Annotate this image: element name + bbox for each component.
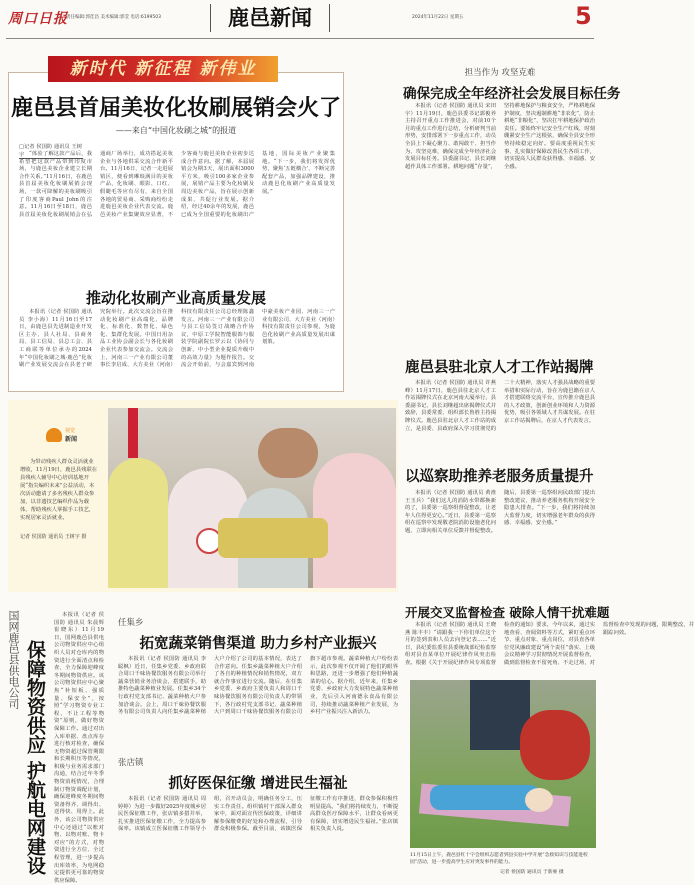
right-kicker: 担当作为 攻坚克难 [464, 68, 536, 78]
page-number: 5 [575, 2, 592, 30]
theme-banner: 新时代 新征程 新伟业 [48, 56, 278, 82]
second-body: 本报讯（记者 侯国防 通讯员 李小海）11月16日至17日，由鹿邑县先进制造业开发区主办、县人社局、县商务局、县工信局、县总工会、县工商联等单位承办的2024年“中国化妆刷之城·鹿邑”化妆刷产业发展交流会在县老子研究院举行。此次交流会旨在推动化妆刷产业高端化、品牌化、标准化、数智化、绿色化、集群化发展。中国日用杂品工业协会副会长与各化妆刷企业代表参加交流会。交流会上，河南三一产业有限公司董事长李启成、大方美业（河南）科技有限责任公司总经理陈鑫发言。河南三一产业有限公司与县工信局签订战略合作协议，中原工学院智能服饰与服装学院副院长罗云以《协同与创新，中小型企业提质升级中的高效力量》为题作报告。交流会开始前，与会嘉宾到河南中豪美妆产业园、河南三一产业有限公司、大方美业（河南）科技有限责任公司参观，为鹿邑化妆刷产业高质量发展出谋划策。 [19, 309, 335, 369]
lead-byline: □记者 侯国防 通讯员 王树宇 [19, 144, 83, 158]
visual-news-logo-bottom: 新闻 [65, 436, 78, 443]
section-title: 鹿邑新闻 [210, 4, 330, 32]
visual-news-logo-top: 视觉 [65, 428, 76, 434]
talent-station-headline: 鹿邑县驻北京人才工作站揭牌 [405, 359, 594, 376]
renji-kicker: 任集乡 [118, 618, 144, 628]
supervision-headline: 开展交叉监督检查 破除人情干扰难题 [405, 605, 610, 620]
newspaper-logo: 周口日报 [8, 11, 68, 27]
visual-credit: 记者 侯国防 通讯员 王树宇 摄 [20, 534, 87, 540]
power-company-kicker: 国网鹿邑县供电公司 [7, 610, 20, 709]
visual-news-section [8, 400, 398, 592]
first-aid-caption: 11月15日上午，鹿邑县红十字会组织志愿者到县实验中学开展“急救知识与技能进校园”活动，进一步提高学生应对突发事件的能力。 [410, 853, 588, 865]
first-aid-photo [410, 680, 596, 848]
economy-body: 本报讯（记者 侯国防 通讯员 宋田宇）11月19日，鹿邑县委书记郭俊养主持召开重点工作推进会，对前10个月的重点工作进行总结，分析研判当前形势，安排部署下一步重点工作，动员全县上下凝心聚力、敢闯敢干、担当作为、攻坚克难，确保完成全年经济社会发展目标任务。县委副书记、县长刘继超作具体工作部署。耕地问题“存量”，坚持耕地保护与粮食安全，严格耕地保护制度，坚决遏制耕地“非农化”，防止耕地“非粮化”，坚决扛牢耕地保护政治责任。要始终牢记安全生产红线，时刻绷紧安全生产这根弦，确保全县安全形势持续稳定向好。要高度重视民生实事，扎实做好保障改善民生各项工作，切实提高人民群众获得感、幸福感、安全感。 [405, 103, 595, 170]
lead-headline: 鹿邑县首届美妆化妆刷展销会火了 [10, 95, 341, 121]
medical-insurance-headline: 抓好医保征缴 增进民生福祉 [168, 775, 348, 792]
supervision-body: 本报讯（记者 侯国防 通讯员 王晓燕 陈丰丰）“请跟我一下你们单位这个月的签到表和人员去向登记表……”近日，县纪委监委驻县委统战部纪检监察组对县直某单位开展纪律作风突击检查。根据《关于开展纪律作风专项监督检查的通知》要求，今年以来，通过实地查看、查阅资料等方式，紧盯重点环节、重点对象、重点岗位，对县直各单位党风廉政建设“两个责任”落实、上级会议精神学习贯彻情况开展监督检查，做到监督检查不留死角、不走过场，对监督检查中发现的问题，限期整改，并跟踪问效。 [405, 622, 694, 666]
economy-headline: 确保完成全年经济社会发展目标任务 [403, 86, 621, 102]
second-headline: 推动化妆刷产业高质量发展 [85, 289, 266, 307]
vegetable-sales-headline: 拓宽蔬菜销售渠道 助力乡村产业振兴 [139, 635, 377, 652]
visual-caption: 为带动残疾人群众灵活就业增收，11月19日，鹿邑县残联在县残疾人辅导中心培训基地开展“指尖编织未来”公益活动，本次活动邀请了多名残疾人群众参加，以非遗技艺编织作品为载体，帮助残疾人掌握手工技艺，实现居家灵活就业。 [20, 459, 98, 521]
visual-news-logo-icon [46, 428, 62, 442]
header-divider [6, 38, 594, 39]
zhangdian-kicker: 张店镇 [118, 758, 144, 768]
elderly-care-body: 本报讯（记者 侯国防 通讯员 黄淮 王玉兵）“我们这儿的消防水带都换新的了，县委第一巡察组督促整改，让老年人住得更安心。”近日，县委第一巡察组在巡察中发现敬老院消防设施老化问题，立即向相关单位反馈并督促整改。随后，县委第一巡察组向民政部门提出整改建议，推动养老服务机构开展安全隐患大排查。“下一步，我们将持续加大监督力度，切实增强老年群众的获得感、幸福感、安全感。” [405, 490, 595, 534]
issue-date: 2024年11月22日 星期五 [412, 15, 464, 20]
lead-article-box [8, 72, 344, 392]
power-supply-body: 本报讯（记者 侯国防 通讯员 朱晨辉 崔晓东）11月19日，国网鹿邑县供电公司物资供应中心组织人员对仓库内的物资进行全面清点和检查，全力保障迎峰度冬期间物资供应。该公司物资供应中心聚焦“补短板、强质量、保安全”，按照“学习物资专业工程，不让工程等物资”原则，做好物资保障工作。通过对出入库单据、盘点库存进行核对检查，确保无物资超过保管期限和长期积压等情况，积极与业务需求部门沟通，结合过年冬季物资消耗情况，合理制订物资调配计划，确保迎峰度冬期间物资备得齐、调得出、送得快、用得上。此外，该公司物资供应中心还通过“以账对物、以物对账、物卡对应”的方式，对物资进行全方位、全过程管理，进一步提高出库效率，为电网稳定提供更可靠的物资供应保障。 [54, 612, 104, 884]
lead-subtitle: ——来自“中国化妆刷之城”的报道 [115, 126, 237, 135]
crafting-photo [108, 408, 396, 588]
medical-insurance-body: 本报讯（记者 侯国防 通讯员 周婷婷）为进一步做好2025年度城乡居民医保征缴工作，张店镇多措并举，扎实推进医保征缴工作，全力提高参保率。该镇成立医保征缴工作领导小组，召开动员会，明确任务分工，压实工作责任。组织镇村干部深入群众家中，面对面宣传医保政策，详细讲解参保缴费的好处和办理流程，引导群众积极参保。截至目前，该镇医保征缴工作有序推进，群众参保积极性明显提高。“我们将持续发力，不断提高群众医疗保障水平，让群众看病更有保障，切实增进民生福祉。”张店镇相关负责人说。 [118, 796, 398, 833]
lead-body: “体验了解这款产品后，我希望把这款产品带到印度市场，与鹿邑美妆企业建立长期合作关系。”11月16日，在鹿邑县首届美妆化妆刷展销会现场，一款可降解的美妆刷吸引了印度客商Paul John的注意。11月16日至18日，鹿邑县首届美妆化妆刷展销会在弘通商厂场举行，成功搭起美妆企业与各地供采交流合作新平台。11月16日，记者一走进展销区，便看到琳琅满目的美妆产品，化妆刷、眼影、口红、假睫毛等应有尽有，来自全国各地的贸易商、采购商纷纷走进鹿邑美妆企业代表交流。鹿邑美妆产业集聚效应显著，不少客商与鹿邑美妆企业初步达成合作意向。据了解，本届展销会为期3天，展出面积3000平方米，吸引100多家企业参展，展销产品主要为化妆刷及周边美妆产品，旨在展示创新成果、共促行业发展。据介绍，经过40余年的发展，鹿邑已成为全国重要的化妆刷出产基地，国际美妆产业聚集地。“下一步，我们将发挥优势，聚焦‘五链耦合’，不断完善配套产品，加强品牌建设，推动鹿邑化妆刷产业高质量发展。” [19, 151, 335, 218]
vegetable-sales-body: 本报讯（记者 侯国防 通讯员 李聪枫）近日，任集乡党委、乡政府联合周口千味协餐饮服务有限公司举行蔬菜营销业务洽谈会，搭建联手，助推特色蔬菜种植业发展。任集乡34个行政村党支部书记、蔬菜种植大户参加洽谈会。会上，周口千味协餐饮服务有限公司负责人向任集乡蔬菜种植大户介绍了公司的基本情况，表达了合作意向。任集乡蔬菜种植大户介绍了各自的种植情况和销售情况，双方就合作事宜进行交流。随后，在任集乡党委、乡政府主要负责人和周口千味协餐饮服务有限公司负责人的带领下，各行政村党支部书记、蔬菜种植大户到周口千味协餐饮服务有限公司旗下超市参观。蔬菜种植大户纷纷表示，此次参观不仅开阔了他们的眼界和思路，还进一步增强了他们种植蔬菜的信心。据介绍，近年来，任集乡党委、乡政府大力发展特色蔬菜种植业，先后引入河南德永食品有限公司，持续推动蔬菜种植产业发展，为乡村产业振兴注入新活力。 [118, 656, 398, 716]
talent-station-body: 本报讯（记者 侯国防 通讯员 许燕峰）11月17日，鹿邑县驻北京人才工作站揭牌仪式在北京河南大厦举行，县委副书记、县长刘继超出席揭牌仪式并致辞，县委常委、组织部长鲁胜主持揭牌仪式。鹿邑县驻北京人才工作站的成立，是县委、县政府深入学习贯彻党的二十大精神，落实人才强县战略的重要举措和实际行动，旨在为鹿邑籍在京人才搭建联络交流平台，宣传推介鹿邑县的人才政策，创新创业环境和人力资源优势，吸引各领域人才共谋发展。在驻京工作站揭牌后，在京人才代表发言。 [405, 380, 595, 432]
editor-credits: 责任编辑:郭佳昌 美术编辑:郭莹 电话:6199503 [66, 15, 161, 20]
elderly-care-headline: 以巡察助推养老服务质量提升 [405, 468, 594, 485]
first-aid-credit: 记者 侯国防 通讯员 于新豪 摄 [500, 870, 564, 875]
power-supply-headline: 保障物资供应 护航电网建设 [24, 640, 46, 875]
